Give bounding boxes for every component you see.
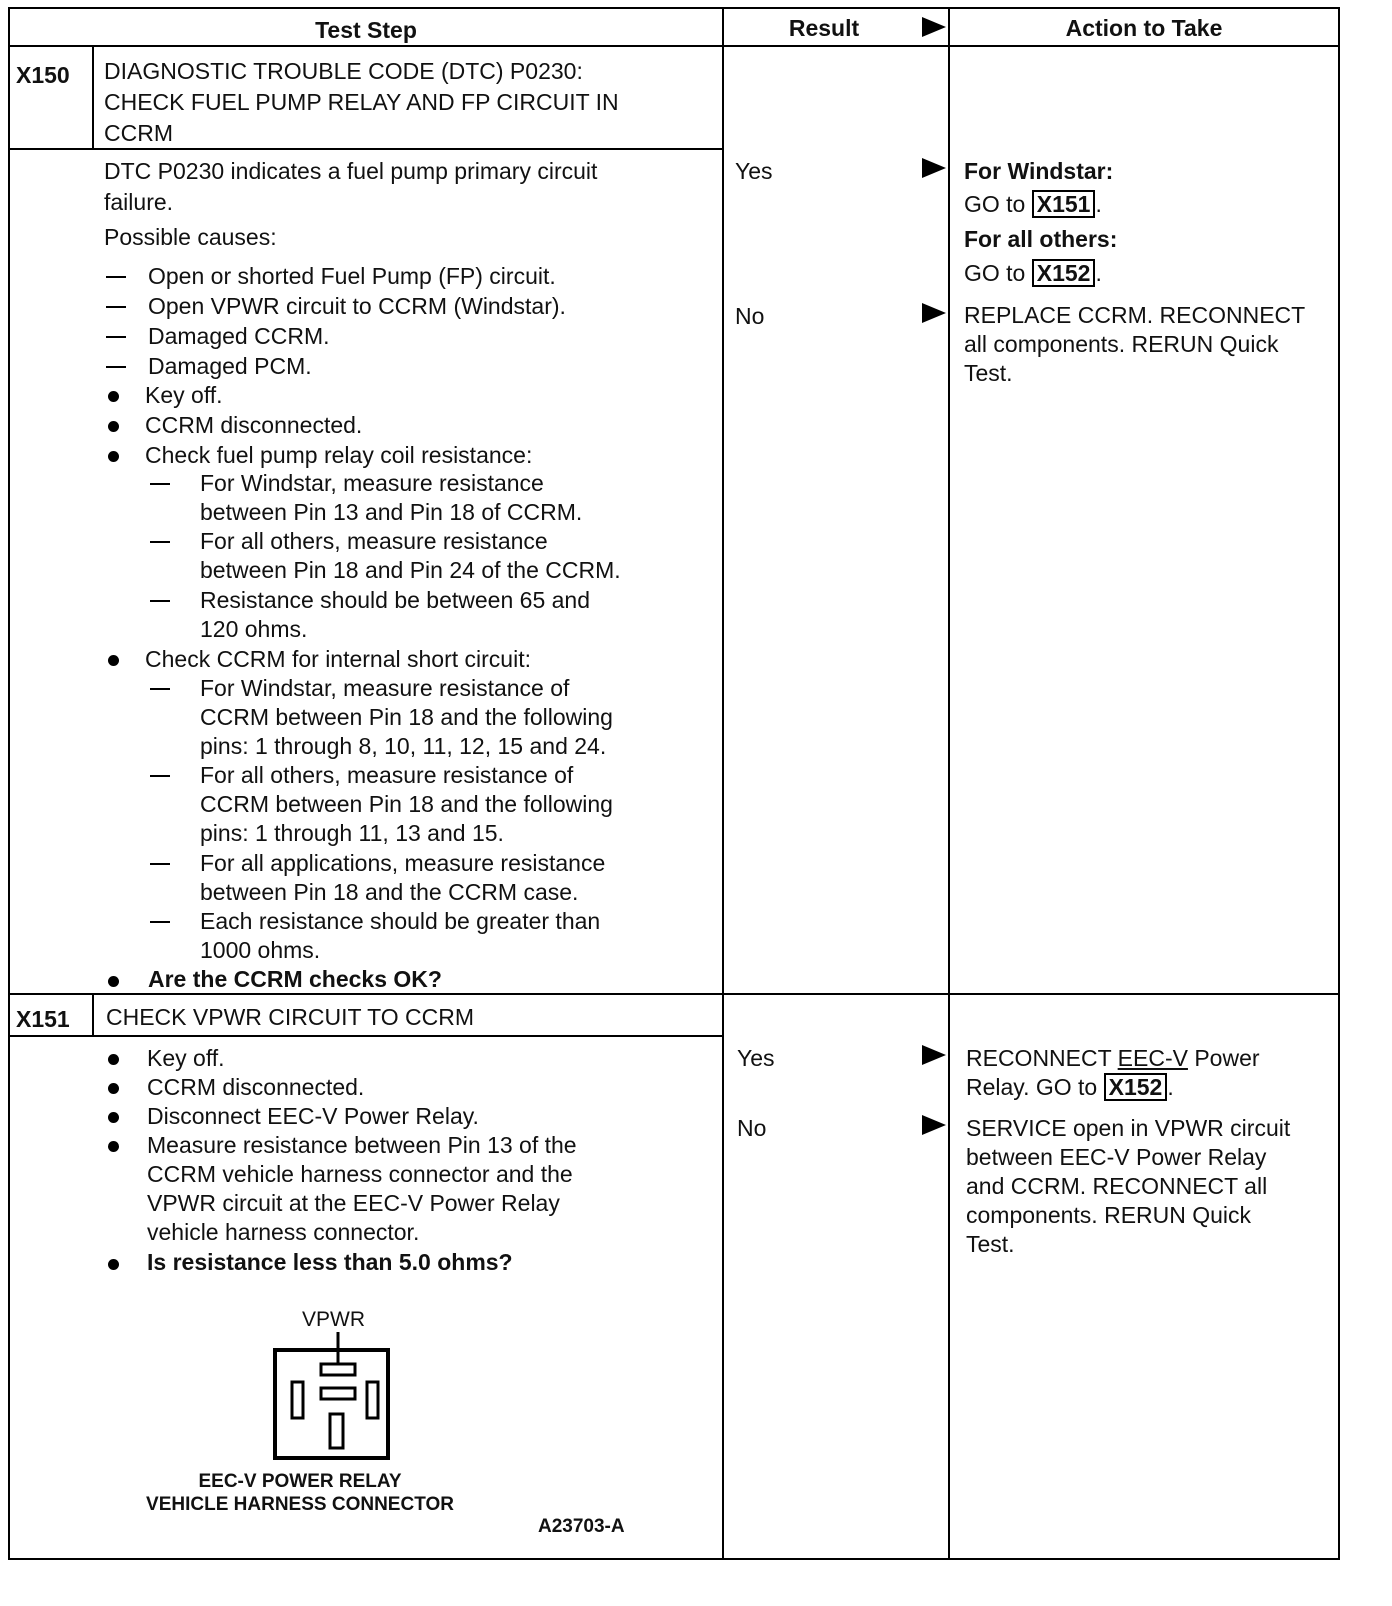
- ref-link-x152[interactable]: X152: [1104, 1073, 1168, 1101]
- title-line: CCRM: [104, 120, 173, 146]
- step-title-x150: [104, 56, 714, 149]
- sub-item: CCRM between Pin 18 and the following: [200, 791, 613, 817]
- action-goto: GO to X151 .: [964, 191, 1102, 217]
- relay-go-text: Relay. GO to: [966, 1074, 1098, 1100]
- causes-label: Possible causes:: [104, 224, 277, 250]
- action-line: Test.: [964, 360, 1013, 386]
- dash-icon: [106, 306, 126, 308]
- sub-item: For Windstar, measure resistance of: [200, 675, 570, 701]
- arrow-icon: [922, 1045, 946, 1065]
- action-line: components. RERUN Quick: [966, 1202, 1252, 1228]
- dash-icon: [150, 600, 170, 602]
- goto-text: GO to: [964, 260, 1026, 286]
- bullet-icon: [108, 421, 119, 432]
- rule-right: [1338, 7, 1340, 1560]
- sub-item: Resistance should be between 65 and: [200, 587, 591, 613]
- action-label: For all others:: [964, 226, 1118, 252]
- cause-item: Open or shorted Fuel Pump (FP) circuit.: [148, 263, 556, 289]
- header-test-step: Test Step: [315, 17, 417, 43]
- bullet-icon: [108, 451, 119, 462]
- action-yes-line1: [966, 1043, 1260, 1073]
- sub-item: For all applications, measure resistance: [200, 850, 606, 876]
- dash-icon: [106, 336, 126, 338]
- rule-top: [8, 7, 1340, 9]
- action-yes-line2: Relay. GO to X152 .: [966, 1074, 1174, 1100]
- sub-item: pins: 1 through 8, 10, 11, 12, 15 and 24.: [200, 733, 607, 759]
- goto-text: GO to: [964, 191, 1026, 217]
- sub-item: CCRM between Pin 18 and the following: [200, 704, 613, 730]
- bullet-icon: [108, 1112, 119, 1123]
- intro-line: DTC P0230 indicates a fuel pump primary circuit: [104, 158, 598, 184]
- header-action: Action to Take: [1065, 15, 1223, 41]
- intro-line: failure.: [104, 189, 174, 215]
- step-item: vehicle harness connector.: [147, 1219, 420, 1245]
- action-line: and CCRM. RECONNECT all: [966, 1173, 1268, 1199]
- sub-item: For all others, measure resistance of: [200, 762, 574, 788]
- dash-icon: [150, 863, 170, 865]
- step-item: Check fuel pump relay coil resistance:: [145, 442, 533, 468]
- vpwr-label: VPWR: [302, 1308, 365, 1331]
- action-line: all components. RERUN Quick: [964, 331, 1279, 357]
- step-code-x151: X151: [16, 1006, 70, 1032]
- rule-col2: [948, 7, 950, 1560]
- rule-x151-title: [8, 1035, 724, 1037]
- dash-icon: [106, 366, 126, 368]
- dash-icon: [150, 775, 170, 777]
- cause-item: Open VPWR circuit to CCRM (Windstar).: [148, 293, 566, 319]
- step-item: Measure resistance between Pin 13 of the: [147, 1132, 577, 1158]
- step-item: Check CCRM for internal short circuit:: [145, 646, 531, 672]
- bullet-icon: [108, 655, 119, 666]
- header-arrow-icon: [922, 17, 946, 37]
- bullet-icon: [108, 1083, 119, 1094]
- action-line: SERVICE open in VPWR circuit: [966, 1115, 1291, 1141]
- step-item: CCRM vehicle harness connector and the: [147, 1161, 573, 1187]
- sub-item: For all others, measure resistance: [200, 528, 548, 554]
- sub-item: between Pin 18 and the CCRM case.: [200, 879, 579, 905]
- step-code-x150: X150: [16, 62, 70, 88]
- arrow-icon: [922, 1115, 946, 1135]
- ref-link-x152[interactable]: X152: [1032, 259, 1096, 287]
- arrow-icon: [922, 158, 946, 178]
- dash-icon: [150, 541, 170, 543]
- sub-item: 120 ohms.: [200, 616, 308, 642]
- step-item: Key off.: [147, 1045, 225, 1071]
- action-line: between EEC-V Power Relay: [966, 1144, 1267, 1170]
- figure-id: A23703-A: [538, 1516, 625, 1537]
- cause-item: Damaged PCM.: [148, 353, 312, 379]
- step-item: CCRM disconnected.: [145, 412, 363, 438]
- title-line: DIAGNOSTIC TROUBLE CODE (DTC) P0230:: [104, 58, 583, 84]
- step-item: Disconnect EEC-V Power Relay.: [147, 1103, 479, 1129]
- reconnect-text: RECONNECT: [966, 1045, 1112, 1071]
- result-no: No: [737, 1115, 767, 1141]
- bullet-icon: [108, 976, 119, 987]
- result-no: No: [735, 303, 765, 329]
- step-title-x151: CHECK VPWR CIRCUIT TO CCRM: [106, 1004, 475, 1030]
- sub-item: Each resistance should be greater than: [200, 908, 601, 934]
- title-line: CHECK FUEL PUMP RELAY AND FP CIRCUIT IN: [104, 89, 619, 115]
- step-question: Are the CCRM checks OK?: [148, 966, 442, 992]
- relay-connector-icon: [270, 1330, 400, 1462]
- dash-icon: [150, 921, 170, 923]
- bullet-icon: [108, 391, 119, 402]
- result-yes: Yes: [735, 158, 773, 184]
- result-yes: Yes: [737, 1045, 775, 1071]
- eecv-text: EEC-V: [1117, 1045, 1188, 1071]
- dash-icon: [106, 276, 126, 278]
- step-question: Is resistance less than 5.0 ohms?: [147, 1249, 513, 1275]
- dash-icon: [150, 688, 170, 690]
- ref-link-x151[interactable]: X151: [1032, 190, 1096, 218]
- action-line: Test.: [966, 1231, 1015, 1257]
- rule-x150-code: [92, 45, 94, 149]
- rule-bottom: [8, 1558, 1340, 1560]
- step-item: CCRM disconnected.: [147, 1074, 365, 1100]
- sub-item: pins: 1 through 11, 13 and 15.: [200, 820, 504, 846]
- action-goto: GO to X152 .: [964, 260, 1102, 286]
- caption-line: VEHICLE HARNESS CONNECTOR: [146, 1494, 454, 1515]
- sub-item: For Windstar, measure resistance: [200, 470, 544, 496]
- caption-line: EEC-V POWER RELAY: [198, 1471, 402, 1492]
- power-text: Power: [1194, 1045, 1260, 1071]
- action-label: For Windstar:: [964, 158, 1114, 184]
- action-line: REPLACE CCRM. RECONNECT: [964, 302, 1306, 328]
- sub-item: between Pin 18 and Pin 24 of the CCRM.: [200, 557, 621, 583]
- dash-icon: [150, 483, 170, 485]
- rule-col1: [722, 7, 724, 1560]
- bullet-icon: [108, 1141, 119, 1152]
- rule-left: [8, 7, 10, 1560]
- bullet-icon: [108, 1259, 119, 1270]
- diagram-caption: [120, 1470, 480, 1516]
- sub-item: between Pin 13 and Pin 18 of CCRM.: [200, 499, 583, 525]
- bullet-icon: [108, 1054, 119, 1065]
- rule-x151-code: [92, 993, 94, 1036]
- rule-header-bottom: [8, 45, 1340, 47]
- header-result: Result: [788, 15, 860, 41]
- cause-item: Damaged CCRM.: [148, 323, 330, 349]
- arrow-icon: [922, 303, 946, 323]
- step-item: Key off.: [145, 382, 223, 408]
- step-item: VPWR circuit at the EEC-V Power Relay: [147, 1190, 560, 1216]
- sub-item: 1000 ohms.: [200, 937, 321, 963]
